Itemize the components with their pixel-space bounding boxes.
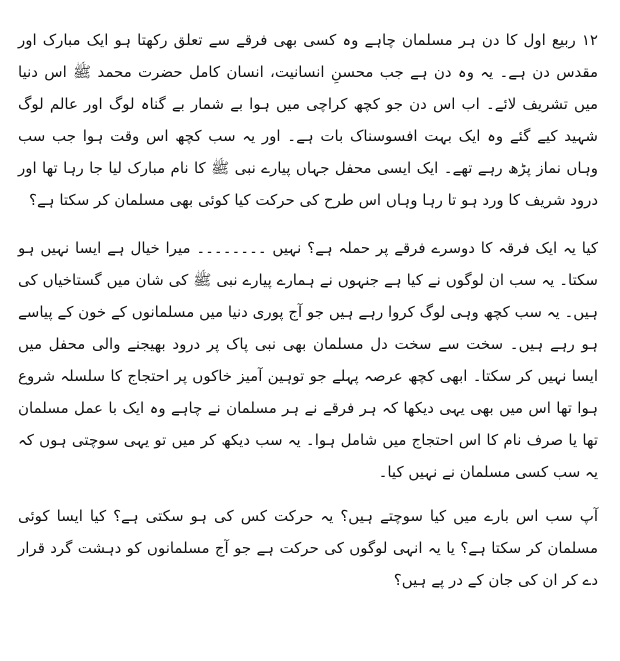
paragraph-3: آپ سب اس بارے میں کیا سوچتے ہیں؟ یہ حرکت کس کی ہو سکتی ہے؟ کیا ایسا کوئی مسلمان کر سکتا ہے؟ یا یہ انہی لوگوں کی حرکت ہے جو آج مسلمانوں کو دہشت گرد قرار دے کر ان کی جان کے در پے ہیں؟: [18, 507, 598, 589]
blog-post-body: [18, 24, 598, 610]
paragraph-1: ۱۲ ربیع اول کا دن ہر مسلمان چاہے وہ کسی بھی فرقے سے تعلق رکھتا ہو ایک مبارک اور مقدس دن ہے۔ یہ وہ دن ہے جب محسنِ انسانیت، انسان کامل حضرت محمد ﷺ اس دنیا میں تشریف لائے۔ اب اس دن جو کچھ کراچی میں ہوا بے شمار بے گناہ لوگ اور عالم لوگ شہید کیے گئے وہ ایک بہت افسوسناک بات ہے۔ اور یہ سب کچھ اس وقت ہوا جب سب وہاں نماز پڑھ رہے تھے۔ ایک ایسی محفل جہاں پیارے نبی ﷺ کا نام مبارک لیا جا رہا تھا اور درود شریف کا ورد ہو تا رہا وہاں اس طرح کی حرکت کیا کوئی بھی مسلمان کر سکتا ہے؟: [18, 31, 598, 209]
paragraph-2: کیا یہ ایک فرقہ کا دوسرے فرقے پر حملہ ہے؟ نہیں ۔۔۔۔۔۔۔۔ میرا خیال ہے ایسا نہیں ہو سکتا۔ یہ سب ان لوگوں نے کیا ہے جنہوں نے ہمارے پیارے نبی ﷺ کی شان میں گستاخیاں کی ہیں۔ یہ سب کچھ وہی لوگ کروا رہے ہیں جو آج پوری دنیا میں مسلمانوں کے خون کے پیاسے ہو رہے ہیں۔ سخت سے سخت دل مسلمان بھی نبی پاک پر درود بھیجنے والی محفل میں ایسا نہیں کر سکتا۔ ابھی کچھ عرصہ پہلے جو توہین آمیز خاکوں پر احتجاج کا سلسلہ شروع ہوا تھا اس میں بھی یہی دیکھا کہ ہر فرقے نے ہر مسلمان نے چاہے وہ ایک با عمل مسلمان تھا یا صرف نام کا اس احتجاج میں شامل ہوا۔ یہ سب دیکھ کر میں تو یہی سوچتی ہوں کہ یہ سب کسی مسلمان نے نہیں کیا۔: [18, 239, 598, 481]
